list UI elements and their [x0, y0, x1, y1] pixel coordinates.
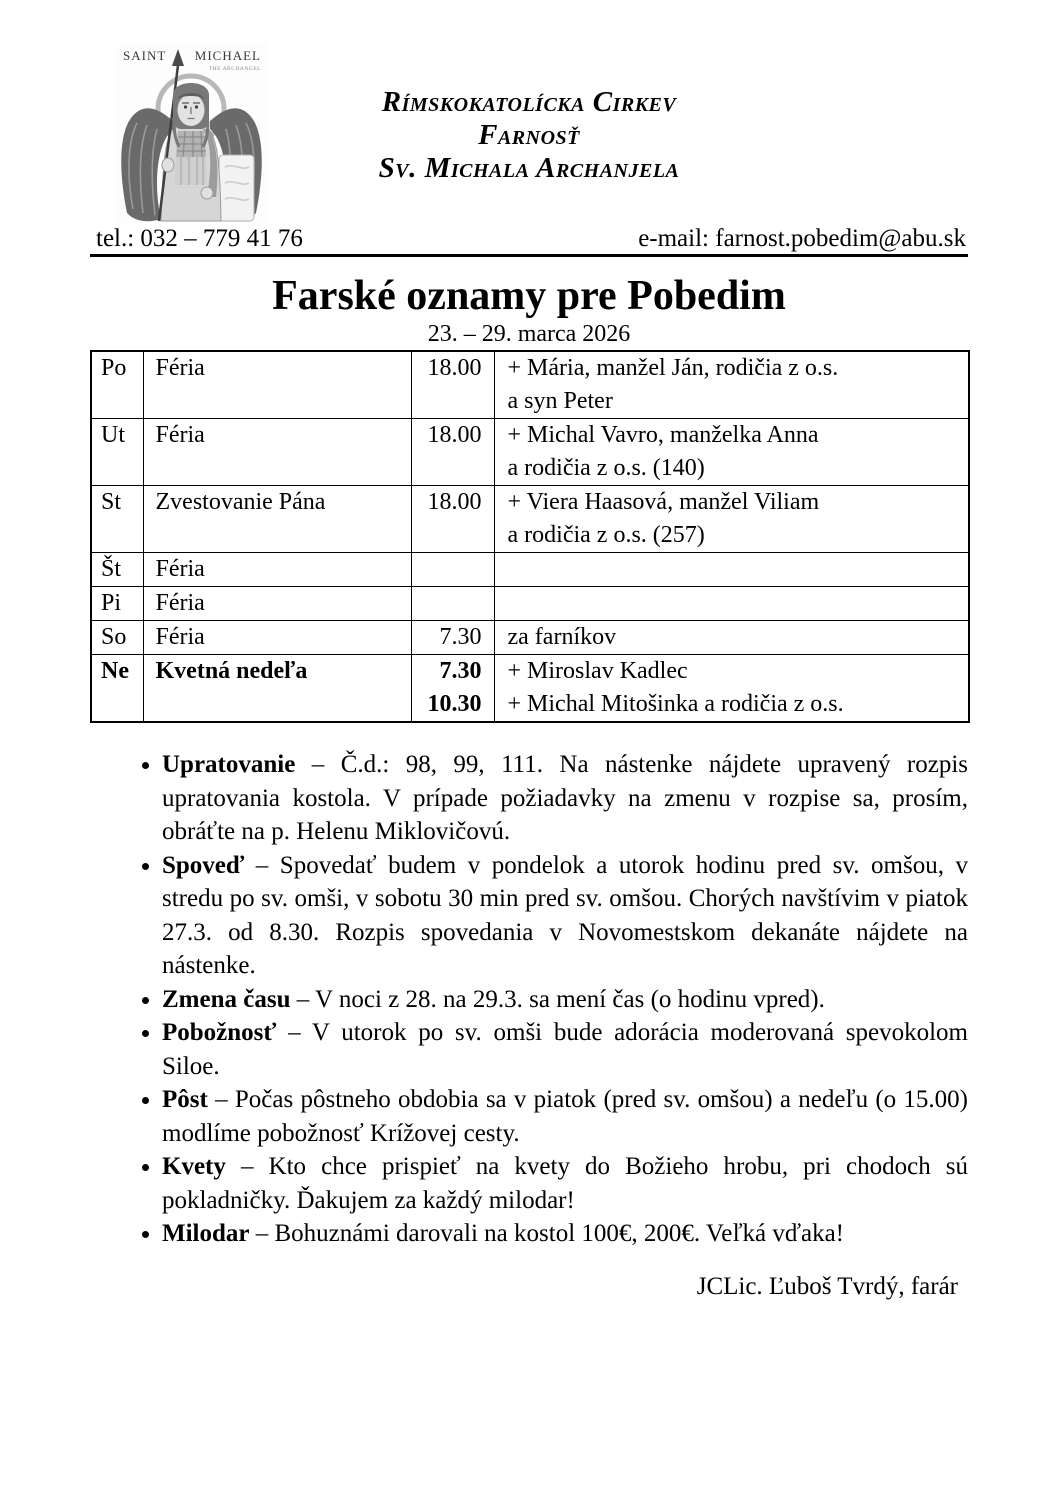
time-line: 18.00: [427, 422, 482, 448]
announcements-list: [90, 748, 968, 1251]
time-cell: [411, 419, 494, 486]
announcement-lead: Spoveď: [162, 851, 245, 879]
announcement-item: [162, 849, 968, 983]
feast-cell: Féria: [143, 553, 411, 587]
time-line: 7.30: [439, 658, 482, 684]
table-row: [91, 621, 969, 655]
table-row: [91, 553, 969, 587]
org-line-parish: Farnosť: [478, 119, 580, 151]
announcement-text: – V utorok po sv. omši bude adorácia moderovaná spevokolom Siloe.: [162, 1019, 968, 1080]
time-cell: [411, 621, 494, 655]
announcement-text: – Č.d.: 98, 99, 111. Na nástenke nájdete upravený rozpis upratovania kostola. V prípade požiadavky na zmenu v rozpise sa, prosím, obráťte na p. Helenu Miklovičovú.: [162, 751, 968, 845]
day-cell: Pi: [91, 587, 143, 621]
intention-cell: [494, 655, 969, 723]
announcement-item: [162, 1150, 968, 1217]
table-row: [91, 486, 969, 553]
table-row: [91, 351, 969, 419]
announcement-item: [162, 748, 968, 849]
logo-label-michael: MICHAEL: [194, 48, 261, 63]
page-title: Farské oznamy pre Pobedim: [272, 273, 786, 319]
mass-schedule-table: [90, 350, 970, 723]
day-cell: Ne: [91, 655, 143, 723]
feast-cell: Zvestovanie Pána: [143, 486, 411, 553]
logo-label-archangel: THE ARCHANGEL: [208, 66, 261, 72]
header-divider: [90, 254, 968, 257]
intention-cell: [494, 553, 969, 587]
intention-cell: [494, 587, 969, 621]
intention-line: + Miroslav Kadlec: [507, 658, 688, 684]
intention-line: za farníkov: [507, 624, 617, 650]
time-cell: [411, 351, 494, 419]
intention-cell: [494, 351, 969, 419]
table-row: [91, 419, 969, 486]
org-line-church: Rímskokatolícka Cirkev: [381, 86, 677, 118]
announcement-text: – Kto chce prispieť na kvety do Božieho hrobu, pri chodoch sú pokladničky. Ďakujem za každý milodar!: [162, 1153, 968, 1214]
intention-line: + Mária, manžel Ján, rodičia z o.s.: [507, 355, 839, 381]
org-name-block: [90, 86, 968, 185]
time-cell: [411, 553, 494, 587]
header: [90, 0, 968, 225]
phone-number: tel.: 032 – 779 41 76: [96, 225, 303, 252]
org-line-patron: Sv. Michala Archanjela: [378, 152, 680, 184]
announcement-lead: Upratovanie: [162, 751, 296, 778]
time-line: 7.30: [439, 624, 482, 650]
feast-cell: Féria: [143, 621, 411, 655]
announcement-text: – Spovedať budem v pondelok a utorok hodinu pred sv. omšou, v stredu po sv. omši, v sobotu 30 min pred sv. omšou. Chorých navštívim v piatok 27.3. od 8.30. Rozpis spovedania v Novomestskom dekanáte nájdete na nástenke.: [162, 851, 968, 979]
intention-cell: [494, 419, 969, 486]
signature: JCLic. Ľuboš Tvrdý, farár: [696, 1272, 958, 1300]
time-cell: [411, 655, 494, 723]
intention-line: a rodičia z o.s. (257): [507, 522, 705, 548]
feast-cell: Féria: [143, 419, 411, 486]
announcement-text: – Počas pôstneho obdobia sa v piatok (pred sv. omšou) a nedeľu (o 15.00) modlíme pobožnosť Krížovej cesty.: [162, 1086, 969, 1147]
announcement-item: [162, 1217, 968, 1251]
table-row: [91, 655, 969, 723]
announcement-lead: Pôst: [162, 1086, 208, 1113]
logo-label-saint: SAINT: [123, 48, 167, 63]
feast-cell: Féria: [143, 587, 411, 621]
intention-cell: [494, 486, 969, 553]
intention-line: + Michal Vavro, manželka Anna: [507, 422, 819, 448]
announcement-lead: Pobožnosť: [162, 1019, 277, 1046]
email-address: e-mail: farnost.pobedim@abu.sk: [638, 225, 966, 252]
announcement-text: – Bohuznámi darovali na kostol 100€, 200€. Veľká vďaka!: [255, 1220, 844, 1247]
announcement-item: [162, 1083, 968, 1150]
announcement-item: [162, 1016, 968, 1083]
feast-cell: Féria: [143, 351, 411, 419]
announcement-lead: Milodar: [162, 1220, 250, 1247]
intention-line: a syn Peter: [507, 388, 613, 414]
date-range: 23. – 29. marca 2026: [427, 321, 631, 347]
day-cell: St: [91, 486, 143, 553]
day-cell: So: [91, 621, 143, 655]
announcement-lead: Kvety: [162, 1153, 226, 1180]
announcement-text: – V noci z 28. na 29.3. sa mení čas (o hodinu vpred).: [296, 985, 825, 1013]
announcement-lead: Zmena času: [162, 985, 291, 1013]
day-cell: Ut: [91, 419, 143, 486]
time-cell: [411, 486, 494, 553]
intention-cell: [494, 621, 969, 655]
announcement-item: [162, 983, 968, 1017]
intention-line: a rodičia z o.s. (140): [507, 455, 705, 481]
day-cell: Po: [91, 351, 143, 419]
time-line: 18.00: [427, 355, 482, 381]
table-row: [91, 587, 969, 621]
time-line: 10.30: [427, 691, 482, 717]
time-cell: [411, 587, 494, 621]
day-cell: Št: [91, 553, 143, 587]
feast-cell: Kvetná nedeľa: [143, 655, 411, 723]
intention-line: + Michal Mitošinka a rodičia z o.s.: [507, 691, 844, 717]
contact-row: [90, 225, 968, 253]
intention-line: + Viera Haasová, manžel Viliam: [507, 489, 820, 515]
time-line: 18.00: [427, 489, 482, 515]
